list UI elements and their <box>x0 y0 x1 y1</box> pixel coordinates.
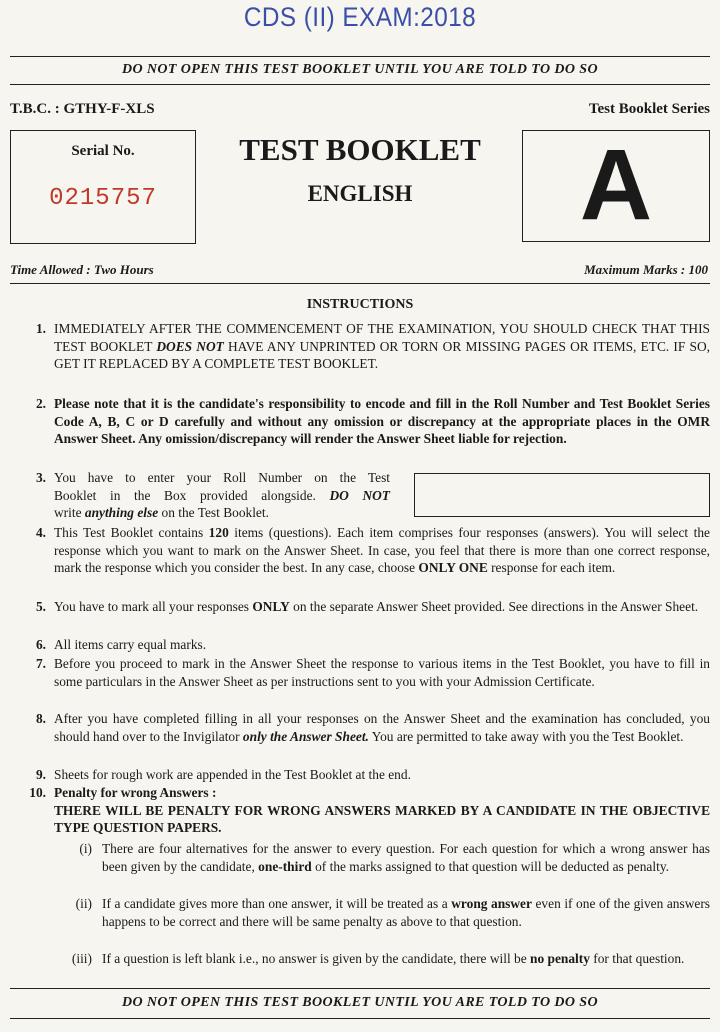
item-number: 6. <box>35 637 46 652</box>
item-number: 9. <box>35 767 46 782</box>
item-text: You have to mark all your responses ONLY on the separate Answer Sheet provided. See directions in the Answer Sheet. <box>54 599 699 614</box>
instructions-heading: INSTRUCTIONS <box>306 297 414 312</box>
item-number: 7. <box>35 656 46 671</box>
series-box <box>522 130 710 242</box>
item-number: 4. <box>35 525 46 540</box>
tbc-code: T.B.C. : GTHY-F-XLS <box>10 101 155 117</box>
item-number: 3. <box>35 470 46 485</box>
series-letter: A <box>579 129 653 241</box>
maximum-marks: Maximum Marks : 100 <box>584 262 708 277</box>
item-number: 5. <box>35 599 46 614</box>
item-number: 2. <box>35 396 46 411</box>
item-text: IMMEDIATELY AFTER THE COMMENCEMENT OF THE EXAMINATION, YOU SHOULD CHECK THAT THIS TEST BOOKLET DOES NOT HAVE ANY UNPRINTED OR TORN OR MISSING PAGES OR ITEMS, ETC. IF SO, GET IT REPLACED BY A COMPLETE TEST BOOKLET. <box>54 321 710 371</box>
subitem-number: (i) <box>79 841 92 856</box>
subitem-text: There are four alternatives for the answer to every question. For each question for which a wrong answer has been given by the candidate, one-third of the marks assigned to that question will be deducted as penalty. <box>102 841 710 874</box>
divider <box>10 988 710 989</box>
item-text: Before you proceed to mark in the Answer Sheet the response to various items in the Test Booklet, you have to fill in some particulars in the Answer Sheet as per instructions sent to you with your Admission Certificate. <box>54 656 710 689</box>
item-text: You have to enter your Roll Number on the Test Booklet in the Box provided alongside. DO NOT write anything else on the Test Booklet. <box>54 470 390 520</box>
item-text: Sheets for rough work are appended in the Test Booklet at the end. <box>54 767 411 782</box>
divider <box>10 1018 710 1019</box>
subitem-number: (iii) <box>71 951 92 966</box>
exam-title: CDS (II) EXAM:2018 <box>243 2 477 32</box>
serial-label: Serial No. <box>71 143 135 159</box>
time-allowed: Time Allowed : Two Hours <box>10 262 154 277</box>
subitem-text: If a candidate gives more than one answer, it will be treated as a wrong answer even if one of the given answers happens to be correct and there will be same penalty as above to that question. <box>102 896 711 929</box>
item-number: 8. <box>35 711 46 726</box>
item-number: 1. <box>35 321 46 336</box>
divider <box>10 283 710 284</box>
top-warning: DO NOT OPEN THIS TEST BOOKLET UNTIL YOU ARE TOLD TO DO SO <box>121 62 598 77</box>
item-text: All items carry equal marks. <box>54 637 207 652</box>
divider <box>10 84 710 85</box>
bottom-warning: DO NOT OPEN THIS TEST BOOKLET UNTIL YOU ARE TOLD TO DO SO <box>121 995 598 1010</box>
subitem-number: (ii) <box>75 896 92 911</box>
item-text: Please note that it is the candidate's responsibility to encode and fill in the Roll Number and Test Booklet Series Code A, B, C or D carefully and without any omission or discrepancy at the appropriate places in the OMR Answer Sheet. Any omission/discrepancy will render the Answer Sheet liable for rejection. <box>54 396 710 446</box>
series-label: Test Booklet Series <box>588 101 710 117</box>
item-text: This Test Booklet contains 120 items (questions). Each item comprises four responses (answers). You will select the response which you want to mark on the Answer Sheet. In case, you feel that there is more than one correct response, mark the response which you consider the best. In any case, choose ONLY ONE response for each item. <box>54 525 711 575</box>
serial-box <box>10 130 196 244</box>
serial-number: 0215757 <box>49 185 157 212</box>
item-text: Penalty for wrong Answers : THERE WILL BE PENALTY FOR WRONG ANSWERS MARKED BY A CANDIDATE IN THE OBJECTIVE TYPE QUESTION PAPERS. <box>54 785 710 835</box>
item-text: After you have completed filling in all your responses on the Answer Sheet and the examination has concluded, you should hand over to the Invigilator only the Answer Sheet. You are permitted to take away with you the Test Booklet. <box>54 711 710 744</box>
roll-number-box[interactable] <box>414 473 710 517</box>
item-number: 10. <box>29 785 46 800</box>
divider <box>10 56 710 57</box>
subitem-text: If a question is left blank i.e., no answer is given by the candidate, there will be no penalty for that question. <box>102 951 685 966</box>
booklet-title: TEST BOOKLET <box>239 132 481 167</box>
subject-title: ENGLISH <box>307 181 413 206</box>
